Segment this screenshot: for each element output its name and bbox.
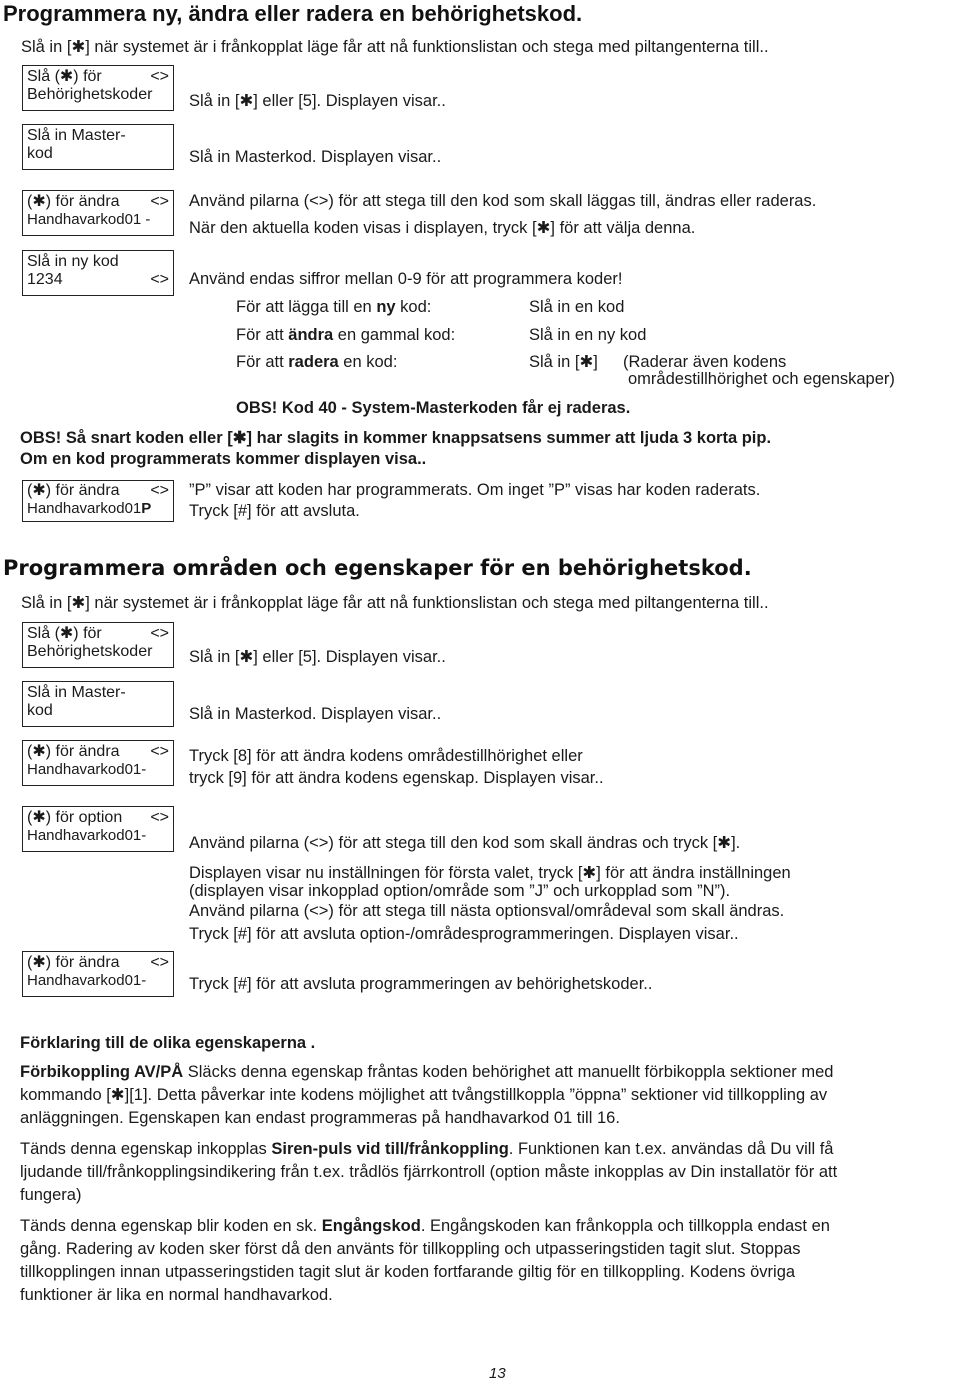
lcd-p-flag: P xyxy=(141,500,152,517)
lcd-arrows: <> xyxy=(150,809,169,826)
lcd-display-andra xyxy=(22,190,174,236)
section3-heading: Förklaring till de olika egenskaperna . xyxy=(20,1034,316,1052)
option-new-action: Slå in en kod xyxy=(529,298,625,316)
lcd-display-behorighetskoder xyxy=(22,65,174,111)
s1-final-text2: Tryck [#] för att avsluta. xyxy=(189,502,360,520)
lcd-display-behorighetskoder xyxy=(22,622,174,668)
s1-step3b: När den aktuella koden visas i displayen, tryck [✱] för att välja denna. xyxy=(189,219,696,237)
s2-step3b: tryck [9] för att ändra kodens egenskap. Displayen visar.. xyxy=(189,769,604,787)
lcd-display-ny-kod xyxy=(22,250,174,296)
section2-intro: Slå in [✱] när systemet är i frånkopplat läge får att nå funktionslistan och stega med piltangenterna till.. xyxy=(21,594,769,612)
obs-summer: OBS! Så snart koden eller [✱] har slagits in kommer knappsatsens summer att ljuda 3 korta pip. xyxy=(20,429,772,447)
paragraph-forbikoppling: Förbikoppling AV/PÅ Släcks denna egenskap fråntas koden behörighet att manuellt förbikoppla sektioner med kommando [✱][1]. Detta påverkar inte kodens möjlighet att tvångstillkoppla ”öppna” sektioner vid tillkoppling av anläggningen. Egenskapen kan endast programmeras på handhavarkod 01 till 16. xyxy=(20,1063,834,1127)
lcd-arrows: <> xyxy=(150,954,169,971)
option-change-label: För att ändra en gammal kod: xyxy=(236,326,456,344)
lcd-line1: (✱) för option xyxy=(27,809,123,826)
option-delete-note2: områdestillhörighet och egenskaper) xyxy=(628,370,895,388)
paragraph-siren-puls: Tänds denna egenskap inkopplas Siren-puls vid till/frånkoppling. Funktionen kan t.ex. användas då Du vill få ljudande till/frånkopplingsindikering från t.ex. trådlös fjärrkontroll (option måste inkopplas av Din installatör för att fungera) xyxy=(20,1140,838,1204)
s1-step2: Slå in Masterkod. Displayen visar.. xyxy=(189,148,442,166)
lcd-line2: Behörighetskoder xyxy=(27,643,153,660)
lcd-line2: Behörighetskoder xyxy=(27,86,153,103)
s1-step4: Använd endas siffror mellan 0-9 för att programmera koder! xyxy=(189,270,623,288)
lcd-arrows: <> xyxy=(150,743,169,760)
lcd-display-andra xyxy=(22,740,174,786)
s2-step6: Tryck [#] för att avsluta programmeringen av behörighetskoder.. xyxy=(189,975,653,993)
lcd-line1: (✱) för ändra xyxy=(27,743,120,760)
lcd-line2: kod xyxy=(27,702,53,719)
option-change-action: Slå in en ny kod xyxy=(529,326,647,344)
term-engangskod: Engångskod xyxy=(321,1217,421,1235)
lcd-line1: (✱) för ändra xyxy=(27,482,120,499)
s2-step5c: Använd pilarna (<>) för att stega till nästa optionsval/områdeval som skall ändras. xyxy=(189,902,785,920)
option-delete-label: För att radera en kod: xyxy=(236,353,398,371)
option-new-label: För att lägga till en ny kod: xyxy=(236,298,432,316)
lcd-line1: Slå in ny kod xyxy=(27,253,119,270)
lcd-line1: Slå in Master- xyxy=(27,684,126,701)
lcd-arrows: <> xyxy=(150,482,169,499)
lcd-line2: Handhavarkod01 xyxy=(27,500,142,517)
lcd-line1: (✱) för ändra xyxy=(27,954,120,971)
term-forbikoppling: Förbikoppling AV/PÅ xyxy=(20,1063,184,1081)
lcd-line2: Handhavarkod01- xyxy=(27,761,147,778)
lcd-arrows: <> xyxy=(150,193,169,210)
lcd-arrows: <> xyxy=(150,271,169,288)
s1-step1: Slå in [✱] eller [5]. Displayen visar.. xyxy=(189,92,446,110)
lcd-display-programmed xyxy=(22,480,174,522)
s2-step4: Använd pilarna (<>) för att stega till den kod som skall ändras och tryck [✱]. xyxy=(189,834,741,852)
lcd-arrows: <> xyxy=(150,68,169,85)
lcd-line2: 1234 xyxy=(27,271,63,288)
lcd-line2: Handhavarkod01- xyxy=(27,972,147,989)
section1-title: Programmera ny, ändra eller radera en behörighetskod. xyxy=(3,1,583,26)
lcd-line1: Slå in Master- xyxy=(27,127,126,144)
s2-step1: Slå in [✱] eller [5]. Displayen visar.. xyxy=(189,648,446,666)
obs-display: Om en kod programmerats kommer displayen visa.. xyxy=(20,450,427,468)
lcd-line1: Slå (✱) för xyxy=(27,625,102,642)
page-number: 13 xyxy=(489,1365,506,1382)
s2-step5a: Displayen visar nu inställningen för första valet, tryck [✱] för att ändra inställningen xyxy=(189,864,791,882)
s2-step5b: (displayen visar inkopplad option/område som ”J” och urkopplad som ”N”). xyxy=(189,882,731,900)
paragraph-engangskod: Tänds denna egenskap blir koden en sk. Engångskod. Engångskoden kan frånkoppla och tillkoppla endast en gång. Radering av koden sker först då den använts för tillkoppling och utpasseringstiden tagit slut. Stoppas tillkopplingen innan utpasseringstiden tagit slut är koden fortfarande giltig för en tillkoppling. Kodens övriga funktioner är lika en normal handhavarkod. xyxy=(20,1217,830,1304)
option-delete-action: Slå in [✱] xyxy=(529,353,598,371)
section2-title: Programmera områden och egenskaper för en behörighetskod. xyxy=(3,556,752,580)
lcd-display-masterkod xyxy=(22,681,174,727)
term-siren-puls: Siren-puls vid till/frånkoppling xyxy=(271,1140,509,1158)
obs-masterkod: OBS! Kod 40 - System-Masterkoden får ej raderas. xyxy=(236,399,631,417)
lcd-line2: Handhavarkod01 - xyxy=(27,211,151,228)
s1-step3a: Använd pilarna (<>) för att stega till den kod som skall läggas till, ändras eller raderas. xyxy=(189,192,817,210)
lcd-arrows: <> xyxy=(150,625,169,642)
lcd-line2: Handhavarkod01- xyxy=(27,827,147,844)
s2-step2: Slå in Masterkod. Displayen visar.. xyxy=(189,705,442,723)
option-delete-note1: (Raderar även kodens xyxy=(623,353,787,371)
lcd-line1: Slå (✱) för xyxy=(27,68,102,85)
lcd-display-masterkod xyxy=(22,124,174,170)
s2-step5d: Tryck [#] för att avsluta option-/områdesprogrammeringen. Displayen visar.. xyxy=(189,925,739,943)
lcd-display-andra-final xyxy=(22,951,174,997)
lcd-display-option xyxy=(22,806,174,852)
lcd-line1: (✱) för ändra xyxy=(27,193,120,210)
s2-step3a: Tryck [8] för att ändra kodens områdestillhörighet eller xyxy=(189,747,583,765)
lcd-line2: kod xyxy=(27,145,53,162)
s1-final-text1: ”P” visar att koden har programmerats. Om inget ”P” visas har koden raderats. xyxy=(189,481,761,499)
section1-intro: Slå in [✱] när systemet är i frånkopplat läge får att nå funktionslistan och stega med piltangenterna till.. xyxy=(21,38,769,56)
